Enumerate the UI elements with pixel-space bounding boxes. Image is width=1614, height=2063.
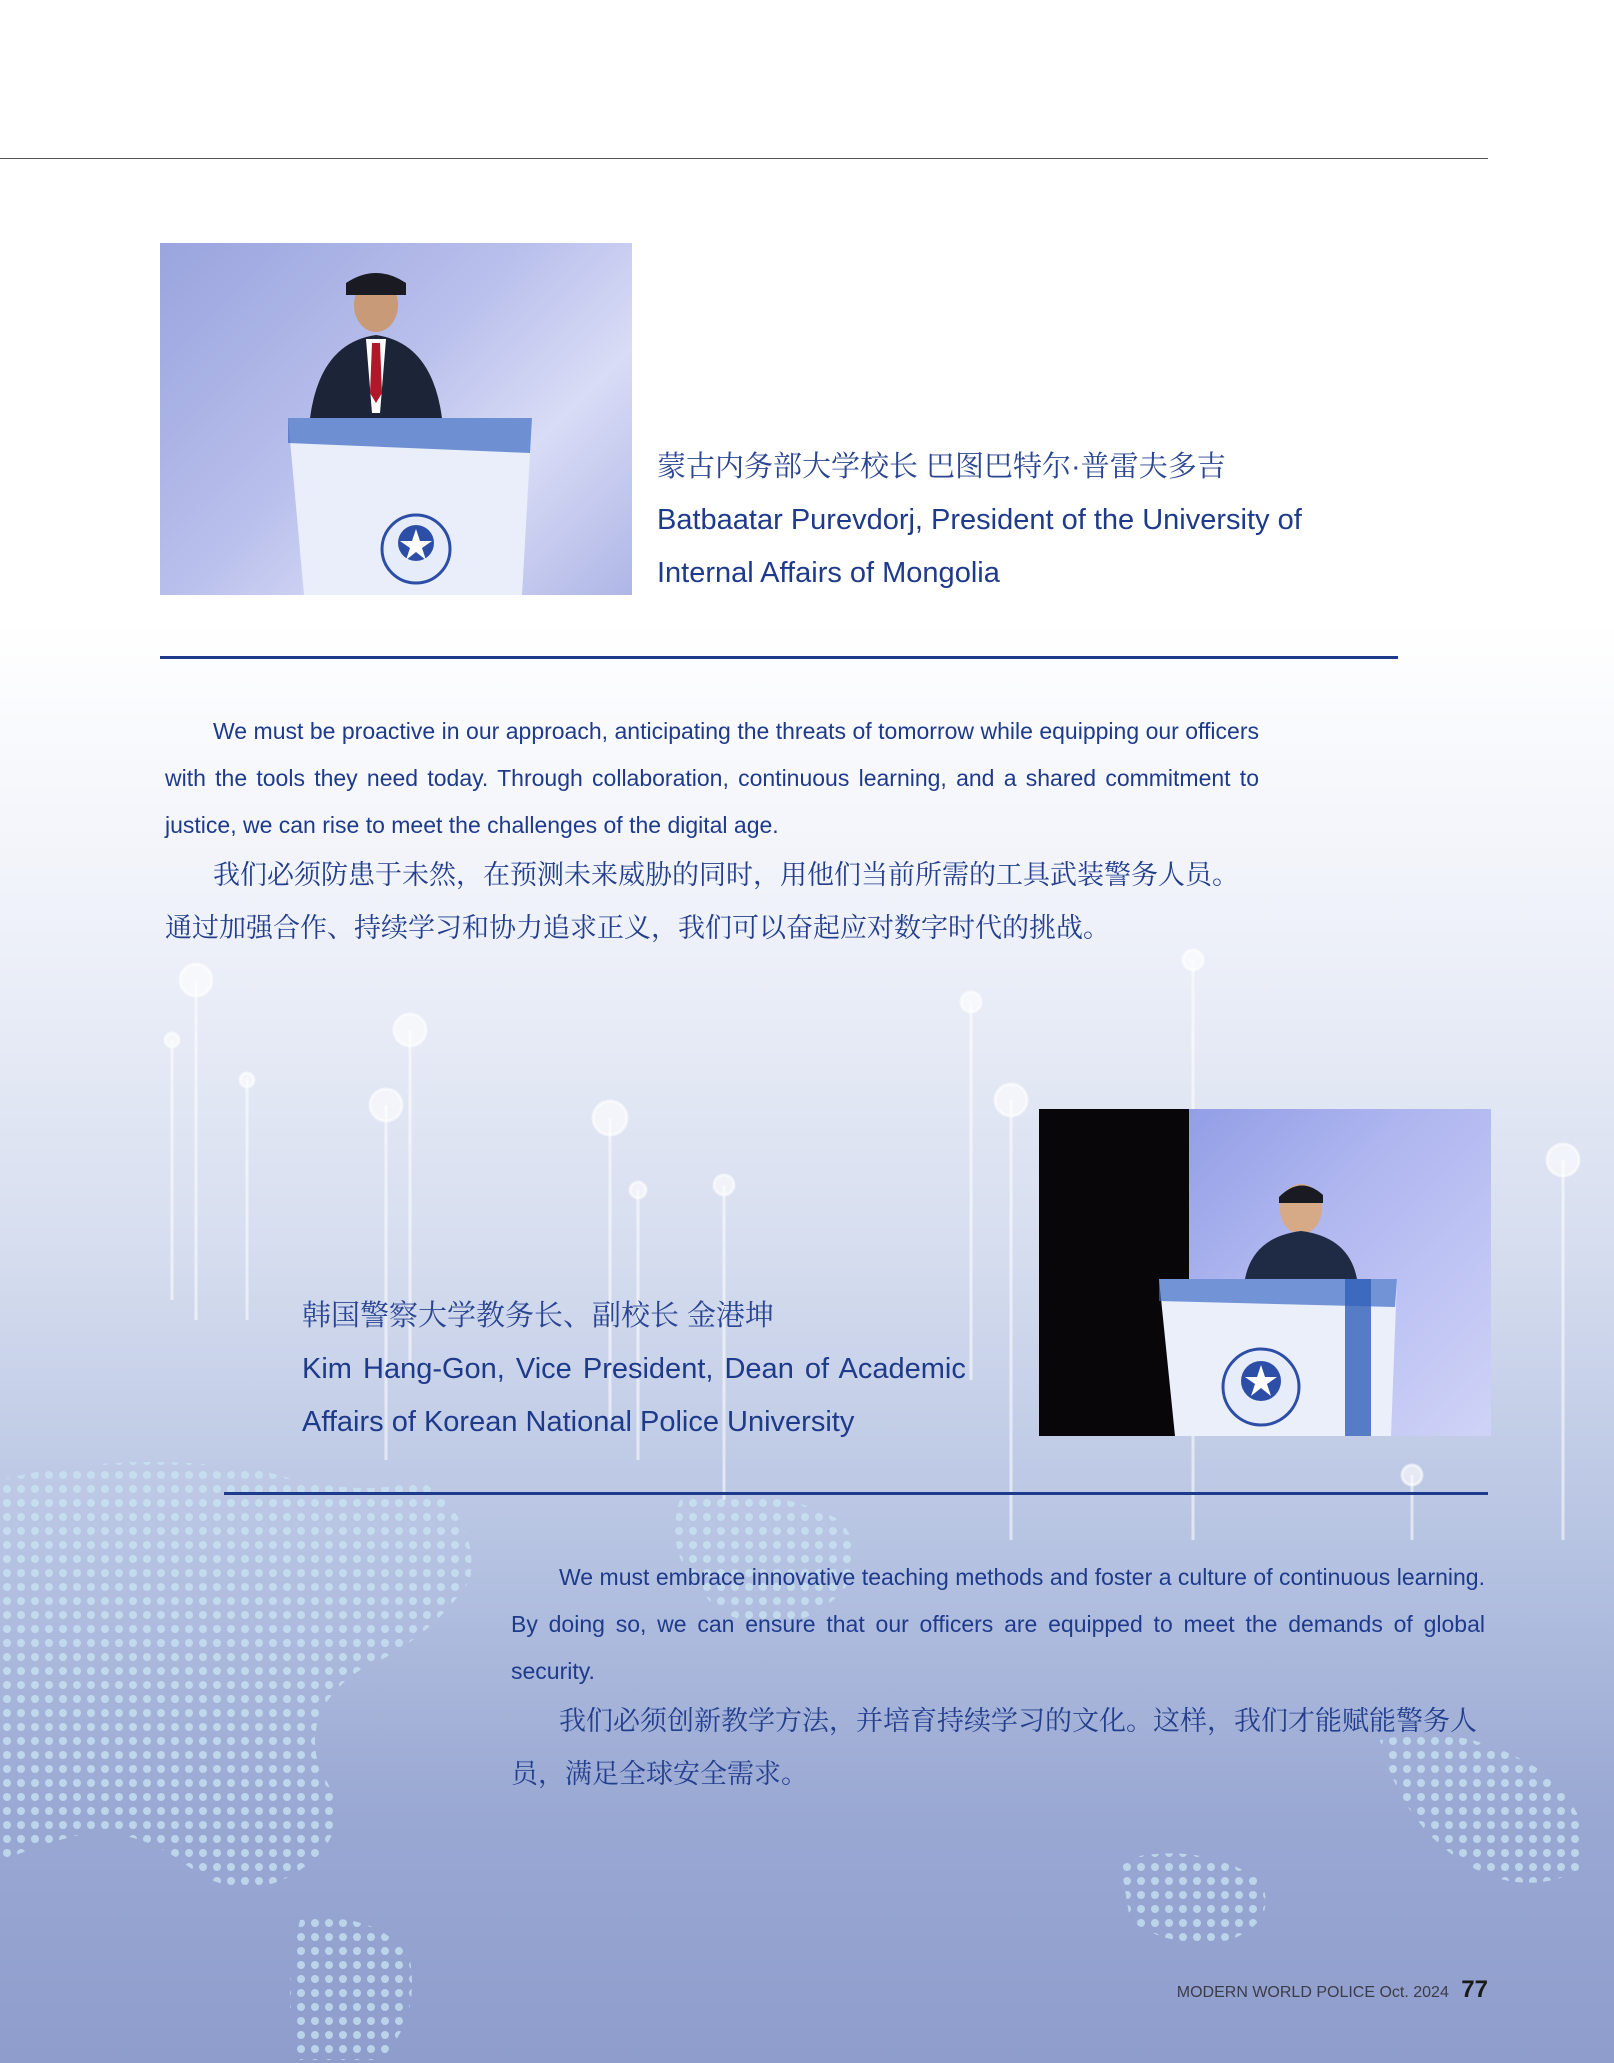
speaker2-quote-zh: 我们必须创新教学方法，并培育持续学习的文化。这样，我们才能赋能警务人员，满足全球安全需求。 bbox=[511, 1706, 1477, 1789]
footer-issue: Oct. 2024 bbox=[1379, 1984, 1449, 2001]
speaker1-caption-en-1: Batbaatar Purevdorj, President of the University of bbox=[657, 504, 1302, 536]
speaker1-photo bbox=[160, 243, 632, 595]
speaker1-quote-zh: 我们必须防患于未然，在预测未来威胁的同时，用他们当前所需的工具武装警务人员。通过加强合作、持续学习和协力追求正义，我们可以奋起应对数字时代的挑战。 bbox=[165, 860, 1239, 943]
footer-publication: MODERN WORLD POLICE bbox=[1176, 1984, 1376, 2001]
speaker2-caption-en-1: Kim Hang-Gon, Vice President, Dean of Academic bbox=[302, 1353, 966, 1385]
speaker1-caption-en-2: Internal Affairs of Mongolia bbox=[657, 557, 1000, 589]
page-number: 77 bbox=[1461, 1976, 1488, 2003]
header-rule bbox=[0, 158, 1488, 159]
speaker2-caption-en-2: Affairs of Korean National Police University bbox=[302, 1406, 855, 1438]
speaker1-divider bbox=[160, 656, 1398, 659]
speaker2-photo bbox=[1039, 1109, 1491, 1436]
speaker2-photo-illustration bbox=[1039, 1109, 1491, 1436]
speaker2-quote-en: We must embrace innovative teaching methods and foster a culture of continuous learning. By doing so, we can ensure that our officers are equipped to meet the demands of global security. bbox=[511, 1564, 1485, 1684]
speaker2-divider bbox=[224, 1492, 1488, 1495]
speaker1-quote-en: We must be proactive in our approach, anticipating the threats of tomorrow while equipping our officers with the tools they need today. Through collaboration, continuous learning, and a shared commitment to justice, we can rise to meet the challenges of the digital age. bbox=[165, 718, 1259, 838]
speaker2-quote bbox=[511, 1554, 1485, 1801]
speaker1-caption bbox=[657, 447, 1302, 600]
page-footer bbox=[1177, 1976, 1488, 2004]
speaker2-caption-zh: 韩国警察大学教务长、副校长 金港坤 bbox=[302, 1300, 775, 1332]
speaker1-photo-illustration bbox=[160, 243, 632, 595]
speaker1-quote bbox=[165, 708, 1259, 955]
speaker1-caption-zh: 蒙古内务部大学校长 巴图巴特尔·普雷夫多吉 bbox=[657, 451, 1226, 483]
speaker2-caption bbox=[302, 1296, 966, 1449]
